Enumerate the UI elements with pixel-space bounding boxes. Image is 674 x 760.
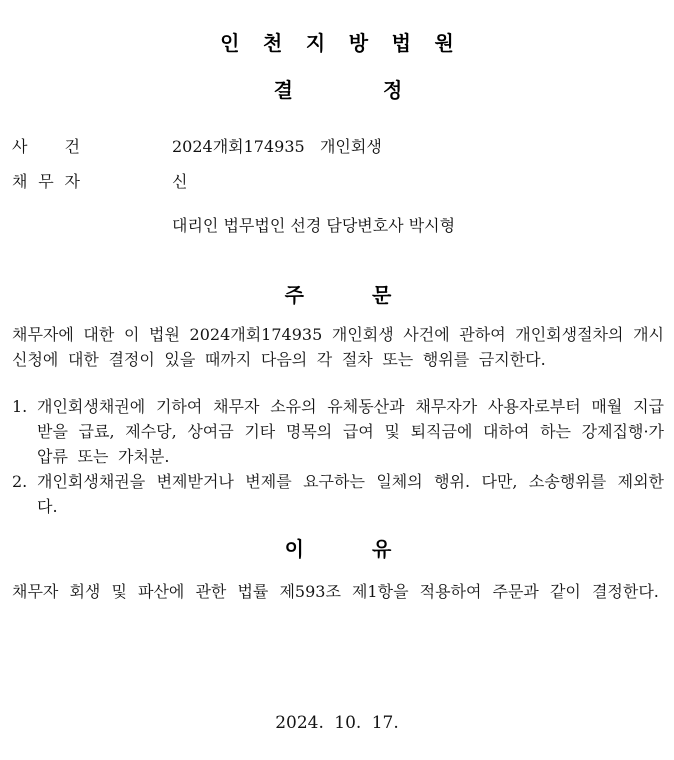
case-label-char: 사 [12,137,28,156]
representative-value: 대리인 법무법인 선경 담당변호사 박시형 [172,216,456,235]
doc-type-char-right: 정 [383,80,403,102]
order-section-heading [12,286,664,307]
case-number-label [12,138,80,156]
order-heading-char-right: 문 [372,285,392,307]
decision-date: 2024. 10. 17. [275,713,399,733]
case-number-row [12,138,664,156]
order-list [12,394,664,519]
debtor-row [12,173,664,191]
order-paragraph: 채무자에 대한 이 법원 2024개회174935 개인회생 사건에 관하여 개인회생절차의 개시 신청에 대한 결정이 있을 때까지 다음의 각 절차 또는 행위를 금지한다. [12,325,664,369]
order-item-1-number: 1. [12,397,28,416]
reason-heading-char-left: 이 [284,539,304,561]
debtor-label-char: 자 [64,172,80,191]
debtor-name-value: 신 [172,172,188,191]
reason-section-heading [12,540,664,561]
order-item-1-text: 개인회생채권에 기하여 채무자 소유의 유체동산과 채무자가 사용자로부터 매월 지급받을 급료, 제수당, 상여금 기타 명목의 급여 및 퇴직금에 대하여 하는 강제집행·가압류 또는 가처분. [37,397,664,466]
order-heading-char-left: 주 [284,285,304,307]
order-item-2-number: 2. [12,472,28,491]
debtor-label-char: 무 [38,172,54,191]
debtor-label [12,173,80,191]
order-list-item-1 [12,394,664,469]
reason-heading-char-right: 유 [372,539,392,561]
case-info-block [12,138,664,235]
order-list-item-2 [12,469,664,519]
case-number-value: 2024개회174935 개인회생 [172,137,382,156]
reason-paragraph: 채무자 회생 및 파산에 관한 법률 제593조 제1항을 적용하여 주문과 같이 결정한다. [12,582,659,601]
document-type-heading [12,81,664,102]
representative-row [12,217,664,235]
case-label-char: 건 [64,137,80,156]
court-name-heading: 인 천 지 방 법 원 [220,33,456,55]
debtor-label-char: 채 [12,172,28,191]
doc-type-char-left: 결 [273,80,293,102]
order-item-2-text: 개인회생채권을 변제받거나 변제를 요구하는 일체의 행위. 다만, 소송행위를 제외한다. [37,472,664,516]
